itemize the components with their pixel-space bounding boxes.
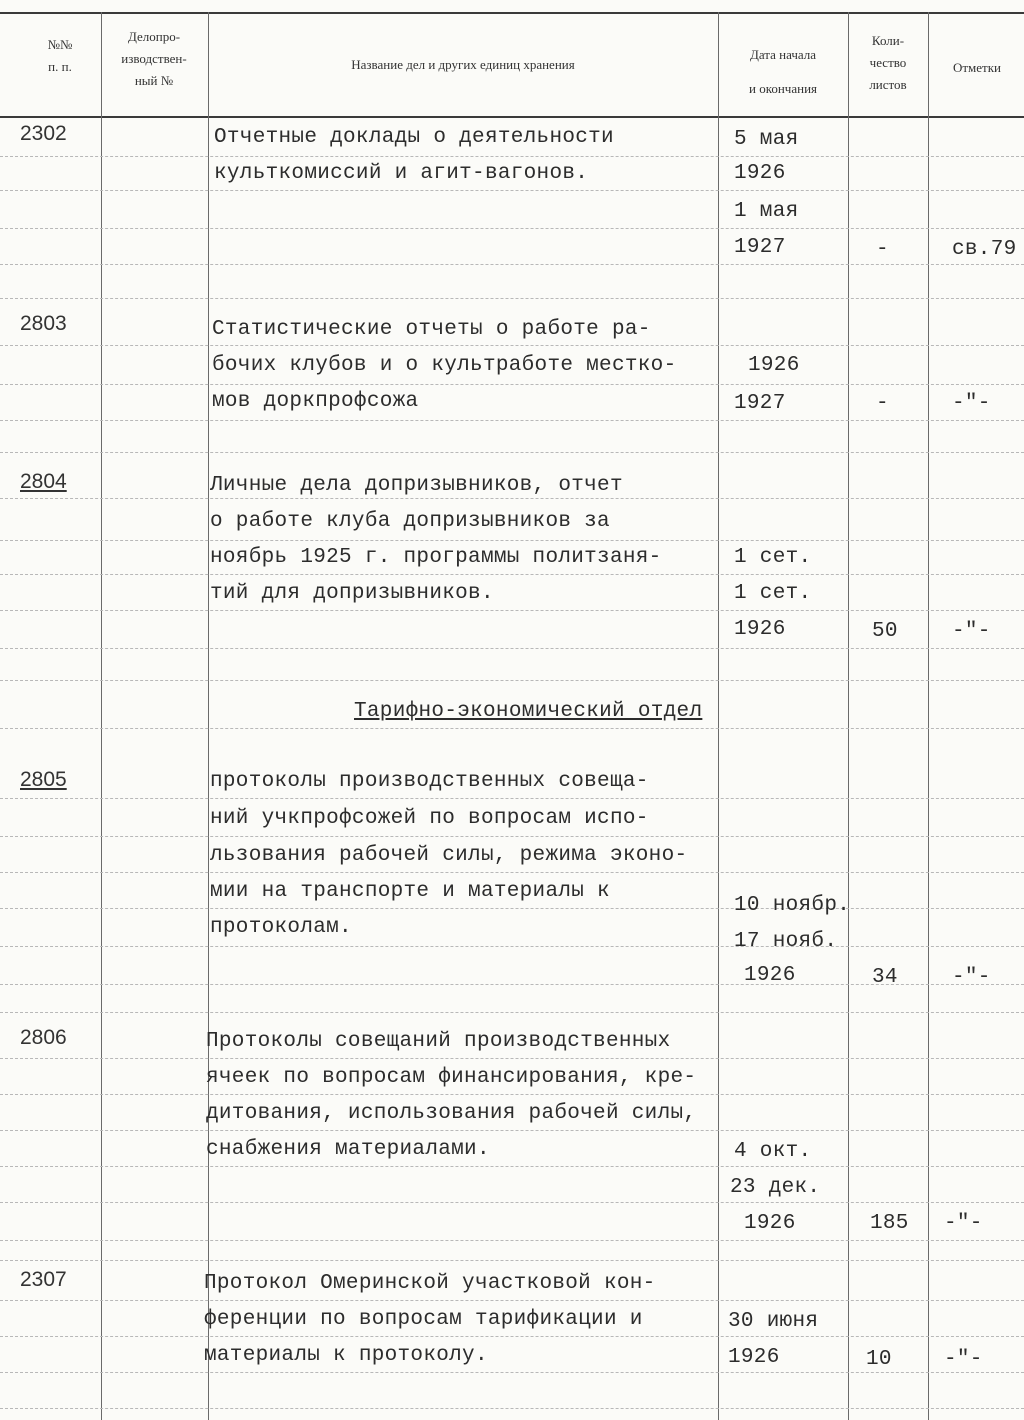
record-date: 1 сет. — [734, 582, 812, 605]
record-number: 2806 — [20, 1026, 67, 1049]
record-date: 1926 — [734, 162, 786, 185]
ruled-line — [0, 1166, 1024, 1167]
record-sheet-count: - — [876, 392, 889, 415]
record-title-line: снабжения материалами. — [206, 1138, 490, 1161]
ruled-line — [0, 1202, 1024, 1203]
record-date: 10 ноябр. — [734, 894, 851, 917]
header-number: №№ п. п. — [47, 37, 73, 74]
column-divider — [848, 12, 849, 1420]
record-date: 1 сет. — [734, 546, 812, 569]
record-title-line: бочих клубов и о культработе местко- — [212, 354, 677, 377]
record-sheet-count: 34 — [872, 966, 898, 989]
ruled-line — [0, 264, 1024, 265]
record-number: 2307 — [20, 1268, 67, 1291]
record-title-line: материалы к протоколу. — [204, 1344, 488, 1367]
ruled-line — [0, 680, 1024, 681]
record-note: -"- — [944, 1348, 983, 1371]
record-number: 2803 — [20, 312, 67, 335]
record-title-line: ноябрь 1925 г. программы политзаня- — [210, 546, 662, 569]
record-title-line: ячеек по вопросам финансирования, кре- — [206, 1066, 697, 1089]
record-title-line: льзования рабочей силы, режима эконо- — [210, 844, 688, 867]
ruled-line — [0, 298, 1024, 299]
ruled-line — [0, 420, 1024, 421]
record-sheet-count: 185 — [870, 1212, 909, 1235]
header-dates: Дата начала и окончания — [748, 47, 818, 96]
record-number: 2804 — [20, 470, 67, 493]
record-title-line: ференции по вопросам тарификации и — [204, 1308, 643, 1331]
record-date: 4 окт. — [734, 1140, 812, 1163]
record-title-line: протоколы производственных совеща- — [210, 770, 649, 793]
record-title-line: Протокол Омеринской участковой кон- — [204, 1272, 656, 1295]
record-title-line: тий для допризывников. — [210, 582, 494, 605]
ruled-line — [0, 1408, 1024, 1409]
record-title-line: культкомиссий и агит-вагонов. — [214, 162, 589, 185]
header-delo-number: Делопро- изводствен- ный № — [121, 29, 187, 88]
record-note: св.79 — [952, 238, 1017, 261]
record-title-line: дитования, использования рабочей силы, — [206, 1102, 697, 1125]
header-bottom-border — [0, 116, 1024, 118]
ruled-line — [0, 946, 1024, 947]
record-title-line: Личные дела допризывников, отчет — [210, 474, 623, 497]
record-title-line: Отчетные доклады о деятельности — [214, 126, 614, 149]
record-date: 23 дек. — [730, 1176, 821, 1199]
ruled-line — [0, 648, 1024, 649]
record-sheet-count: 50 — [872, 620, 898, 643]
column-divider — [718, 12, 719, 1420]
record-date: 1926 — [734, 618, 786, 641]
header-sheet-count: Коли- чество листов — [869, 33, 907, 92]
record-note: -"- — [952, 392, 991, 415]
record-note: -"- — [952, 620, 991, 643]
ruled-line — [0, 1260, 1024, 1261]
record-title-line: протоколам. — [210, 916, 352, 939]
record-sheet-count: - — [876, 238, 889, 261]
column-divider — [101, 12, 102, 1420]
ruled-line — [0, 228, 1024, 229]
ruled-line — [0, 984, 1024, 985]
record-sheet-count: 10 — [866, 1348, 892, 1371]
record-title-line: мов доркпрофсожа — [212, 390, 419, 413]
record-date: 1926 — [748, 354, 800, 377]
record-date: 1926 — [744, 964, 796, 987]
ruled-line — [0, 1012, 1024, 1013]
record-title-line: ний учкпрофсожей по вопросам испо- — [210, 807, 649, 830]
column-divider — [928, 12, 929, 1420]
record-date: 1 мая — [734, 200, 799, 223]
record-title-line: мии на транспорте и материалы к — [210, 880, 610, 903]
record-title-line: Протоколы совещаний производственных — [206, 1030, 671, 1053]
ruled-line — [0, 610, 1024, 611]
record-note: -"- — [944, 1212, 983, 1235]
header-notes: Отметки — [952, 60, 1002, 75]
record-date: 1927 — [734, 236, 786, 259]
record-date: 1927 — [734, 392, 786, 415]
record-note: -"- — [952, 966, 991, 989]
ruled-line — [0, 452, 1024, 453]
record-date: 30 июня — [728, 1310, 819, 1333]
record-date: 1926 — [744, 1212, 796, 1235]
column-divider — [208, 12, 209, 1420]
record-number: 2805 — [20, 768, 67, 791]
record-date: 17 нояб. — [734, 930, 838, 953]
header-title: Название дел и других единиц хранения — [351, 57, 575, 72]
record-date: 1926 — [728, 1346, 780, 1369]
record-title-line: Статистические отчеты о работе ра- — [212, 318, 651, 341]
section-title: Тарифно-экономический отдел — [354, 700, 703, 723]
record-date: 5 мая — [734, 128, 799, 151]
record-number: 2302 — [20, 122, 67, 145]
table-top-border — [0, 12, 1024, 14]
record-title-line: о работе клуба допризывников за — [210, 510, 610, 533]
